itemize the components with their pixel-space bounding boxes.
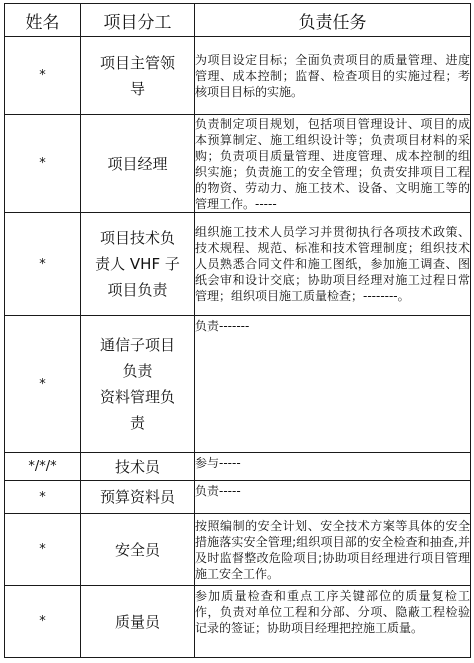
cell-role xyxy=(81,316,195,453)
cell-duty: 负责----- xyxy=(195,481,471,514)
header-role: 项目分工 xyxy=(81,4,195,37)
role-line: 项目主管领 xyxy=(99,53,175,72)
table-row xyxy=(5,586,471,658)
cell-name: * xyxy=(5,316,81,453)
cell-role xyxy=(81,586,195,658)
cell-role xyxy=(81,514,195,586)
table-header-row xyxy=(5,4,471,37)
table-row xyxy=(5,213,471,316)
cell-role xyxy=(81,481,195,514)
role-line: 责 xyxy=(129,414,145,432)
table-row xyxy=(5,316,471,453)
cell-name: * xyxy=(5,115,81,213)
role-line: 导 xyxy=(129,79,145,98)
cell-duty: 参与----- xyxy=(195,453,471,481)
header-name: 姓名 xyxy=(5,4,81,37)
role-line: 安全员 xyxy=(114,540,160,559)
role-line: 项目经理 xyxy=(107,154,168,173)
cell-name: * xyxy=(5,37,81,115)
role-line: 技术员 xyxy=(114,457,160,476)
role-line: 项目负责 xyxy=(107,281,168,299)
cell-duty: 为项目设定目标；全面负责项目的质量管理、进度管理、成本控制；监督、检查项目的实施过程；考核项目目标的实施。 xyxy=(195,37,471,115)
cell-name: * xyxy=(5,213,81,316)
cell-duty: 按照编制的安全计划、安全技术方案等具体的安全措施落实安全管理;组织项目部的安全检查和抽查,并及时监督整改危险项目;协助项目经理进行项目管理施工安全工作。 xyxy=(195,514,471,586)
cell-name: * xyxy=(5,481,81,514)
cell-duty: 参加质量检查和重点工序关键部位的质量复检工作，负责对单位工程和分部、分项、隐蔽工程检验记录的签证；协助项目经理把控施工质量。 xyxy=(195,586,471,658)
role-line: 质量员 xyxy=(114,612,160,631)
cell-duty: 负责------- xyxy=(195,316,471,453)
role-line: 负责 xyxy=(122,362,153,380)
cell-role xyxy=(81,213,195,316)
table-row xyxy=(5,115,471,213)
role-line: 预算资料员 xyxy=(99,488,175,506)
table-row xyxy=(5,481,471,514)
role-line: 资料管理负 xyxy=(99,388,175,406)
role-line: 责人 VHF 子 xyxy=(95,255,180,273)
role-line: 通信子项目 xyxy=(99,336,175,354)
cell-duty: 负责制定项目规划，包括项目管理设计、项目的成本预算制定、施工组织设计等；负责项目材料的采购；负责项目质量管理、进度管理、成本控制的组织实施；负责施工的安全管理；负责安排项目工程的物资、劳动力、施工技术、设备、文明施工等的管理工作。----- xyxy=(195,116,470,211)
table-row xyxy=(5,37,471,115)
header-duty: 负责任务 xyxy=(195,4,471,37)
cell-duty: 组织施工技术人员学习并贯彻执行各项技术政策、技术规程、规范、标准和技术管理制度；组织技术人员熟悉合同文件和施工图纸，参加施工调查、图纸会审和设计交底；协助项目经理对施工过程日常管理；组织项目施工质量检查；--------。 xyxy=(195,213,471,316)
cell-role xyxy=(81,37,195,115)
role-line: 项目技术负 xyxy=(99,229,175,247)
table-row xyxy=(5,514,471,586)
cell-role xyxy=(81,115,195,213)
cell-name: */*/* xyxy=(5,453,81,481)
table-row xyxy=(5,453,471,481)
responsibility-table xyxy=(4,3,471,658)
cell-name: * xyxy=(5,586,81,658)
cell-name: * xyxy=(5,514,81,586)
cell-role xyxy=(81,453,195,481)
